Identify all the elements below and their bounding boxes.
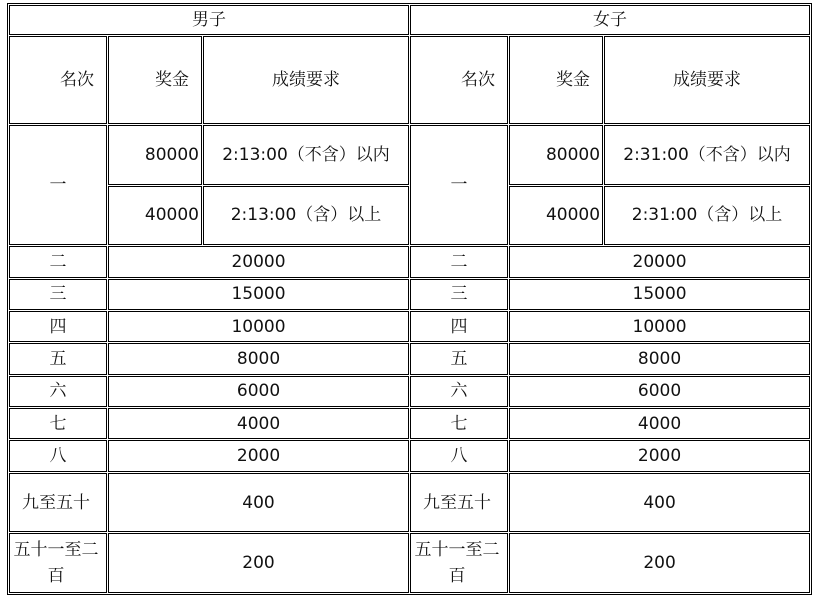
women-rank: 七	[410, 408, 508, 439]
men-rank: 四	[9, 311, 107, 342]
men-rank-header: 名次	[9, 36, 107, 124]
women-prize: 2000	[509, 440, 810, 471]
men-header: 男子	[9, 5, 409, 35]
men-prize: 8000	[108, 343, 409, 374]
men-first-prize-1: 80000	[108, 125, 202, 185]
women-prize-header: 奖金	[509, 36, 603, 124]
first-place-row-tier-1	[9, 125, 810, 185]
women-prize: 10000	[509, 311, 810, 342]
women-prize: 8000	[509, 343, 810, 374]
rank-row-5	[9, 343, 810, 374]
men-prize-header: 奖金	[108, 36, 202, 124]
rank-row-3	[9, 279, 810, 310]
women-header: 女子	[410, 5, 810, 35]
men-first-prize-2: 40000	[108, 186, 202, 246]
men-rank: 五	[9, 343, 107, 374]
men-rank: 二	[9, 246, 107, 277]
women-rank: 九至五十	[410, 473, 508, 533]
men-prize: 10000	[108, 311, 409, 342]
men-prize: 2000	[108, 440, 409, 471]
women-prize: 15000	[509, 279, 810, 310]
women-first-rank: 一	[410, 125, 508, 245]
gender-header-row	[9, 5, 810, 35]
men-rank: 八	[9, 440, 107, 471]
men-prize: 6000	[108, 376, 409, 407]
rank-row-2	[9, 246, 810, 277]
men-rank: 三	[9, 279, 107, 310]
men-prize: 4000	[108, 408, 409, 439]
women-prize: 400	[509, 473, 810, 533]
prize-table	[7, 3, 812, 595]
men-prize: 20000	[108, 246, 409, 277]
rank-row-4	[9, 311, 810, 342]
men-rank: 九至五十	[9, 473, 107, 533]
rank-row-51-200	[9, 533, 810, 593]
women-rank: 四	[410, 311, 508, 342]
men-first-requirement-1: 2:13:00（不含）以内	[203, 125, 409, 185]
men-prize: 400	[108, 473, 409, 533]
column-header-row	[9, 36, 810, 124]
women-rank: 八	[410, 440, 508, 471]
women-prize: 6000	[509, 376, 810, 407]
men-first-requirement-2: 2:13:00（含）以上	[203, 186, 409, 246]
women-rank: 五	[410, 343, 508, 374]
women-first-requirement-2: 2:31:00（含）以上	[604, 186, 810, 246]
women-first-prize-1: 80000	[509, 125, 603, 185]
women-prize: 200	[509, 533, 810, 593]
men-rank: 七	[9, 408, 107, 439]
women-prize: 4000	[509, 408, 810, 439]
women-rank: 五十一至二百	[410, 533, 508, 593]
men-first-rank: 一	[9, 125, 107, 245]
women-rank-header: 名次	[410, 36, 508, 124]
men-requirement-header: 成绩要求	[203, 36, 409, 124]
women-first-prize-2: 40000	[509, 186, 603, 246]
men-rank: 六	[9, 376, 107, 407]
rank-row-6	[9, 376, 810, 407]
women-rank: 六	[410, 376, 508, 407]
men-prize: 15000	[108, 279, 409, 310]
men-rank: 五十一至二百	[9, 533, 107, 593]
women-requirement-header: 成绩要求	[604, 36, 810, 124]
women-rank: 三	[410, 279, 508, 310]
men-prize: 200	[108, 533, 409, 593]
women-first-requirement-1: 2:31:00（不含）以内	[604, 125, 810, 185]
rank-row-9-50	[9, 473, 810, 533]
rank-row-7	[9, 408, 810, 439]
women-prize: 20000	[509, 246, 810, 277]
rank-row-8	[9, 440, 810, 471]
women-rank: 二	[410, 246, 508, 277]
